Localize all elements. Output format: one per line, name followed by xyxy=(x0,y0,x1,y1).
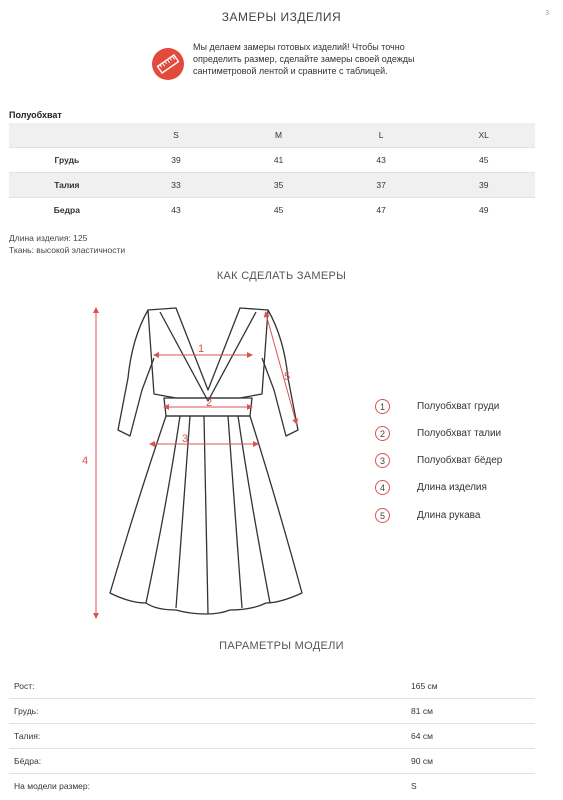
param-row xyxy=(9,699,535,724)
table-cell: 35 xyxy=(273,180,284,190)
table-row xyxy=(9,198,535,223)
table-cell: 45 xyxy=(478,155,489,165)
table-header-cell xyxy=(9,123,125,148)
measuring-tape-icon xyxy=(152,48,184,80)
table-header-cell: XL xyxy=(478,130,489,140)
legend-label: Полуобхват груди xyxy=(417,401,500,412)
param-value: S xyxy=(411,781,417,791)
legend-number: 5 xyxy=(375,508,390,523)
row-label: Талия xyxy=(54,180,80,190)
row-label: Бедра xyxy=(53,205,80,215)
table-cell: 39 xyxy=(171,155,181,165)
legend-item xyxy=(375,426,555,444)
table-cell: 33 xyxy=(171,180,181,190)
param-row xyxy=(9,724,535,749)
param-label: Талия: xyxy=(14,731,41,741)
table-cell: 43 xyxy=(376,155,386,165)
legend-number: 1 xyxy=(375,399,390,414)
size-table xyxy=(9,123,535,222)
legend-label: Длина рукава xyxy=(417,510,481,521)
param-label: На модели размер: xyxy=(14,781,91,791)
table-header-cell: L xyxy=(378,130,384,140)
diagram-label-3: 3 xyxy=(182,433,189,445)
param-value: 81 см xyxy=(411,706,433,716)
legend-number: 2 xyxy=(375,426,390,441)
page-number: 3 xyxy=(545,10,549,17)
table-cell: 45 xyxy=(273,205,284,215)
diagram-label-5: 5 xyxy=(284,371,291,383)
table-cell: 39 xyxy=(478,180,489,190)
legend-item xyxy=(375,453,555,471)
param-label: Грудь: xyxy=(14,706,39,716)
table-header-row xyxy=(9,123,535,148)
table-cell: 41 xyxy=(273,155,284,165)
fabric-note: Ткань: высокой эластичности xyxy=(9,245,126,255)
length-note: Длина изделия: 125 xyxy=(9,233,88,243)
table-header-cell: M xyxy=(275,130,283,140)
param-row xyxy=(9,774,535,798)
row-label: Грудь xyxy=(54,155,80,165)
table-cell: 43 xyxy=(171,205,181,215)
table-row xyxy=(9,173,535,198)
param-label: Бёдра: xyxy=(14,756,42,766)
diagram-label-1: 1 xyxy=(198,343,205,355)
param-row xyxy=(9,674,535,699)
section-label: Полуобхват xyxy=(9,110,62,120)
param-value: 90 см xyxy=(411,756,433,766)
model-params-table xyxy=(9,674,535,798)
table-cell: 49 xyxy=(478,205,489,215)
legend-label: Полуобхват бёдер xyxy=(417,455,503,466)
legend-label: Длина изделия xyxy=(417,482,487,493)
table-cell: 37 xyxy=(376,180,386,190)
legend-item xyxy=(375,480,555,498)
dress-diagram xyxy=(80,298,310,628)
param-label: Рост: xyxy=(14,681,35,691)
how-to-title: КАК СДЕЛАТЬ ЗАМЕРЫ xyxy=(216,270,347,282)
legend-item xyxy=(375,508,555,526)
param-value: 165 см xyxy=(411,681,438,691)
legend-number: 4 xyxy=(375,480,390,495)
page-title: ЗАМЕРЫ ИЗДЕЛИЯ xyxy=(221,10,342,24)
legend-number: 3 xyxy=(375,453,390,468)
table-row xyxy=(9,148,535,173)
legend-label: Полуобхват талии xyxy=(417,428,502,439)
diagram-label-4: 4 xyxy=(82,455,89,467)
table-cell: 47 xyxy=(376,205,386,215)
intro-text: Мы делаем замеры готовых изделий! Чтобы точно определить размер, сделайте замеры своей одежды сантиметровой лентой и сравните с таблицей. xyxy=(193,42,415,76)
model-params-title: ПАРАМЕТРЫ МОДЕЛИ xyxy=(219,640,344,652)
legend-item xyxy=(375,399,555,417)
diagram-label-2: 2 xyxy=(206,397,213,409)
table-header-cell: S xyxy=(173,130,179,140)
param-value: 64 см xyxy=(411,731,433,741)
param-row xyxy=(9,749,535,774)
